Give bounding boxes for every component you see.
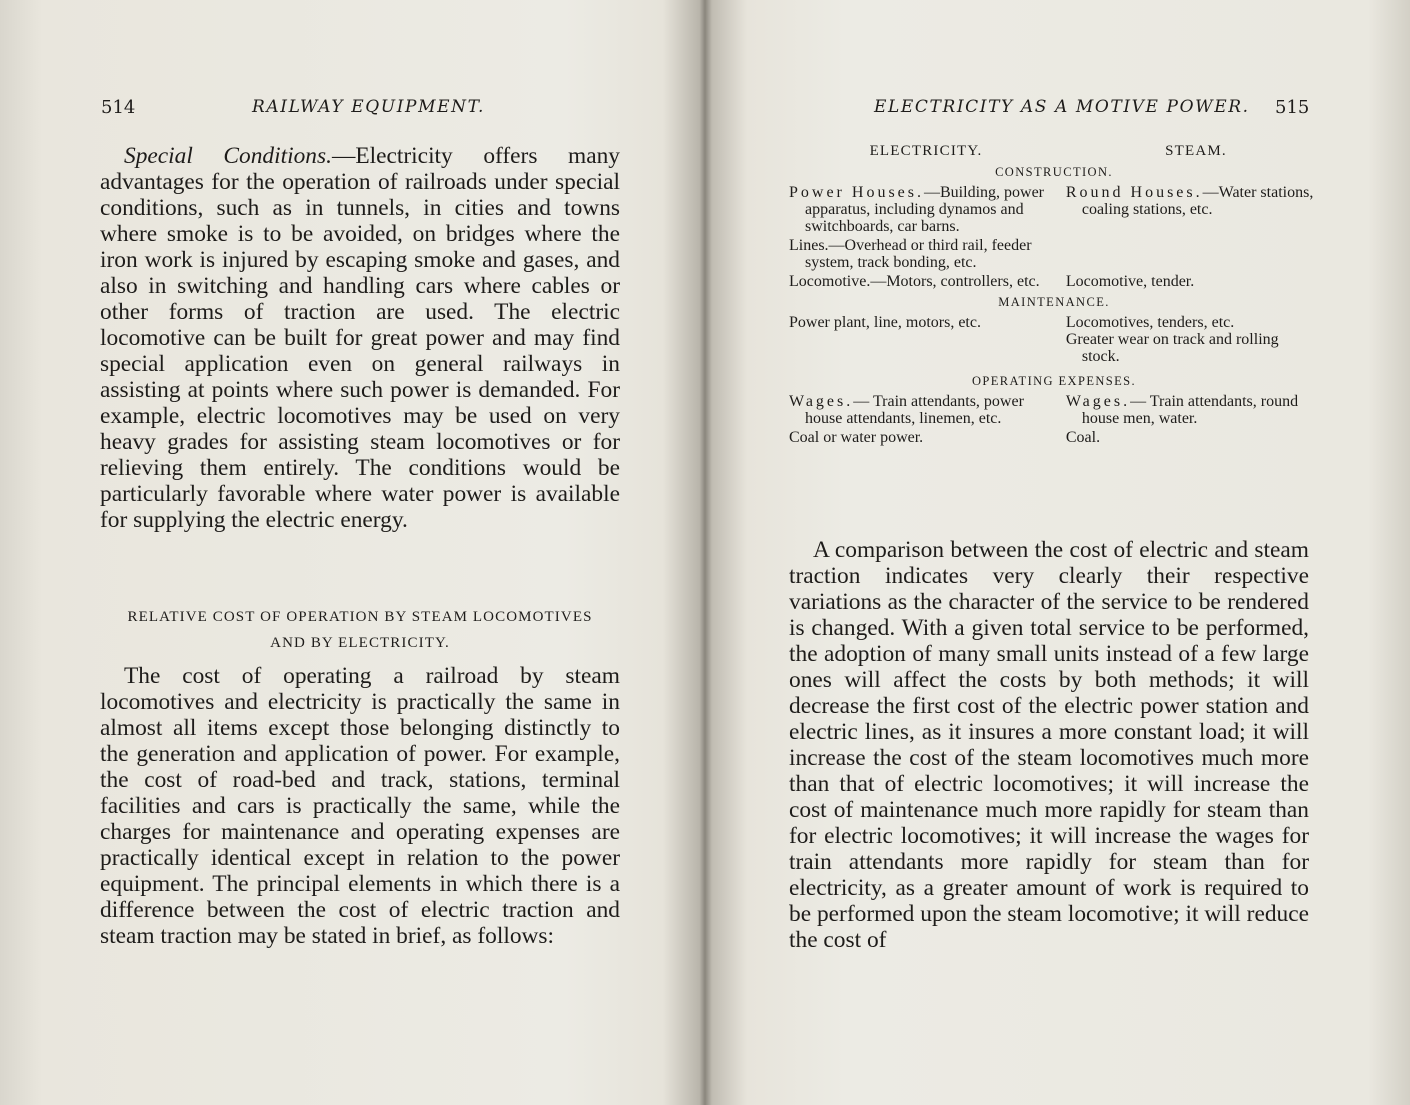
running-head: ELECTRICITY AS A MOTIVE POWER.	[874, 97, 1250, 117]
table-row	[789, 393, 1319, 427]
paragraph-body: —Electricity offers many advantages for the operation of railroads under special conditions, such as in tunnels, in cities and towns where smoke is to be avoided, on bridges where the iron work is injured by escaping smoke and gases, and also in switching and handling cars where cables or other forms of traction are used. The electric locomotive can be built for great power and may find special application even on general railways in assisting at points where such power is demanded. For example, electric locomotives may be used on very heavy grades for assisting steam locomotives or for relieving them entirely. The conditions would be particularly favorable where water power is available for supplying the electric energy.	[100, 143, 620, 533]
page-number: 514	[101, 97, 136, 118]
section-heading-line-1: RELATIVE COST OF OPERATION BY STEAM LOCOMOTIVES	[127, 609, 593, 625]
table-row	[789, 314, 1319, 365]
section-maintenance: MAINTENANCE.	[998, 295, 1110, 309]
column-electricity: ELECTRICITY.	[869, 143, 983, 159]
table-row	[789, 273, 1319, 290]
section-heading	[96, 604, 624, 656]
running-head: RAILWAY EQUIPMENT.	[252, 97, 486, 117]
cost-paragraph	[100, 663, 620, 949]
cost-paragraph-text: The cost of operating a railroad by steam locomotives and electricity is practically the same in almost all items except those belonging distinctly to the generation and application of power. For example, the cost of road-bed and track, stations, terminal facilities and cars is practically the same, while the charges for maintenance and operating expenses are practically identical except in relation to the power equipment. The principal elements in which there is a difference between the cost of electric traction and steam traction may be stated in brief, as follows:	[100, 663, 620, 949]
row-lead: Round Houses.	[1065, 184, 1203, 201]
paragraph-lead: Special Conditions.	[124, 143, 332, 169]
column-steam: STEAM.	[1165, 143, 1227, 159]
row-text: —Building, power apparatus, including dynamos and switchboards, car barns.	[805, 184, 1044, 235]
row-text: Locomotives, tenders, etc.	[1065, 314, 1235, 331]
row-text: Locomotive, tender.	[1065, 273, 1195, 290]
comparison-paragraph-text: A comparison between the cost of electric and steam traction indicates very clearly their respective variations as the character of the service to be rendered is changed. With a given total service to be performed, the adoption of many small units instead of a few large ones will affect the costs by both methods; it will decrease the first cost of the electric power station and electric lines, as it insures a more constant load; it will increase the cost of the steam locomotives much more than that of electric locomotives; it will increase the cost of maintenance much more rapidly for steam than for electric locomotives; it will increase the wages for train attendants more rapidly for steam than for electricity, as a greater amount of work is required to be performed upon the steam locomotive; it will reduce the cost of	[789, 537, 1309, 953]
special-conditions-paragraph	[100, 143, 620, 533]
comparison-table	[789, 143, 1319, 446]
left-page	[0, 0, 700, 1105]
column-headers	[789, 143, 1319, 160]
right-page	[706, 0, 1410, 1105]
row-text: Locomotive.—Motors, controllers, etc.	[789, 273, 1040, 290]
row-lead: Wages.	[789, 393, 854, 410]
row-text: —Water stations, coaling stations, etc.	[1081, 184, 1314, 218]
row-lead: Power Houses.	[789, 184, 924, 201]
row-text: Coal or water power.	[789, 429, 924, 446]
row-lead: Wages.	[1065, 393, 1131, 410]
section-construction: CONSTRUCTION.	[995, 165, 1113, 179]
row-text: Coal.	[1065, 429, 1101, 446]
row-text: — Train attendants, round house men, water.	[1081, 393, 1299, 427]
page-number: 515	[1275, 97, 1310, 118]
table-row	[789, 237, 1319, 271]
table-row	[789, 184, 1319, 235]
comparison-paragraph	[789, 537, 1309, 953]
table-row	[789, 429, 1319, 446]
row-text: Lines.—Overhead or third rail, feeder system, track bonding, etc.	[789, 237, 1032, 271]
section-heading-line-2: AND BY ELECTRICITY.	[270, 635, 450, 651]
row-text: — Train attendants, power house attendants, linemen, etc.	[805, 393, 1024, 427]
section-operating-expenses: OPERATING EXPENSES.	[971, 374, 1137, 388]
row-text: Greater wear on track and rolling stock.	[1065, 331, 1279, 365]
row-text: Power plant, line, motors, etc.	[789, 314, 981, 331]
